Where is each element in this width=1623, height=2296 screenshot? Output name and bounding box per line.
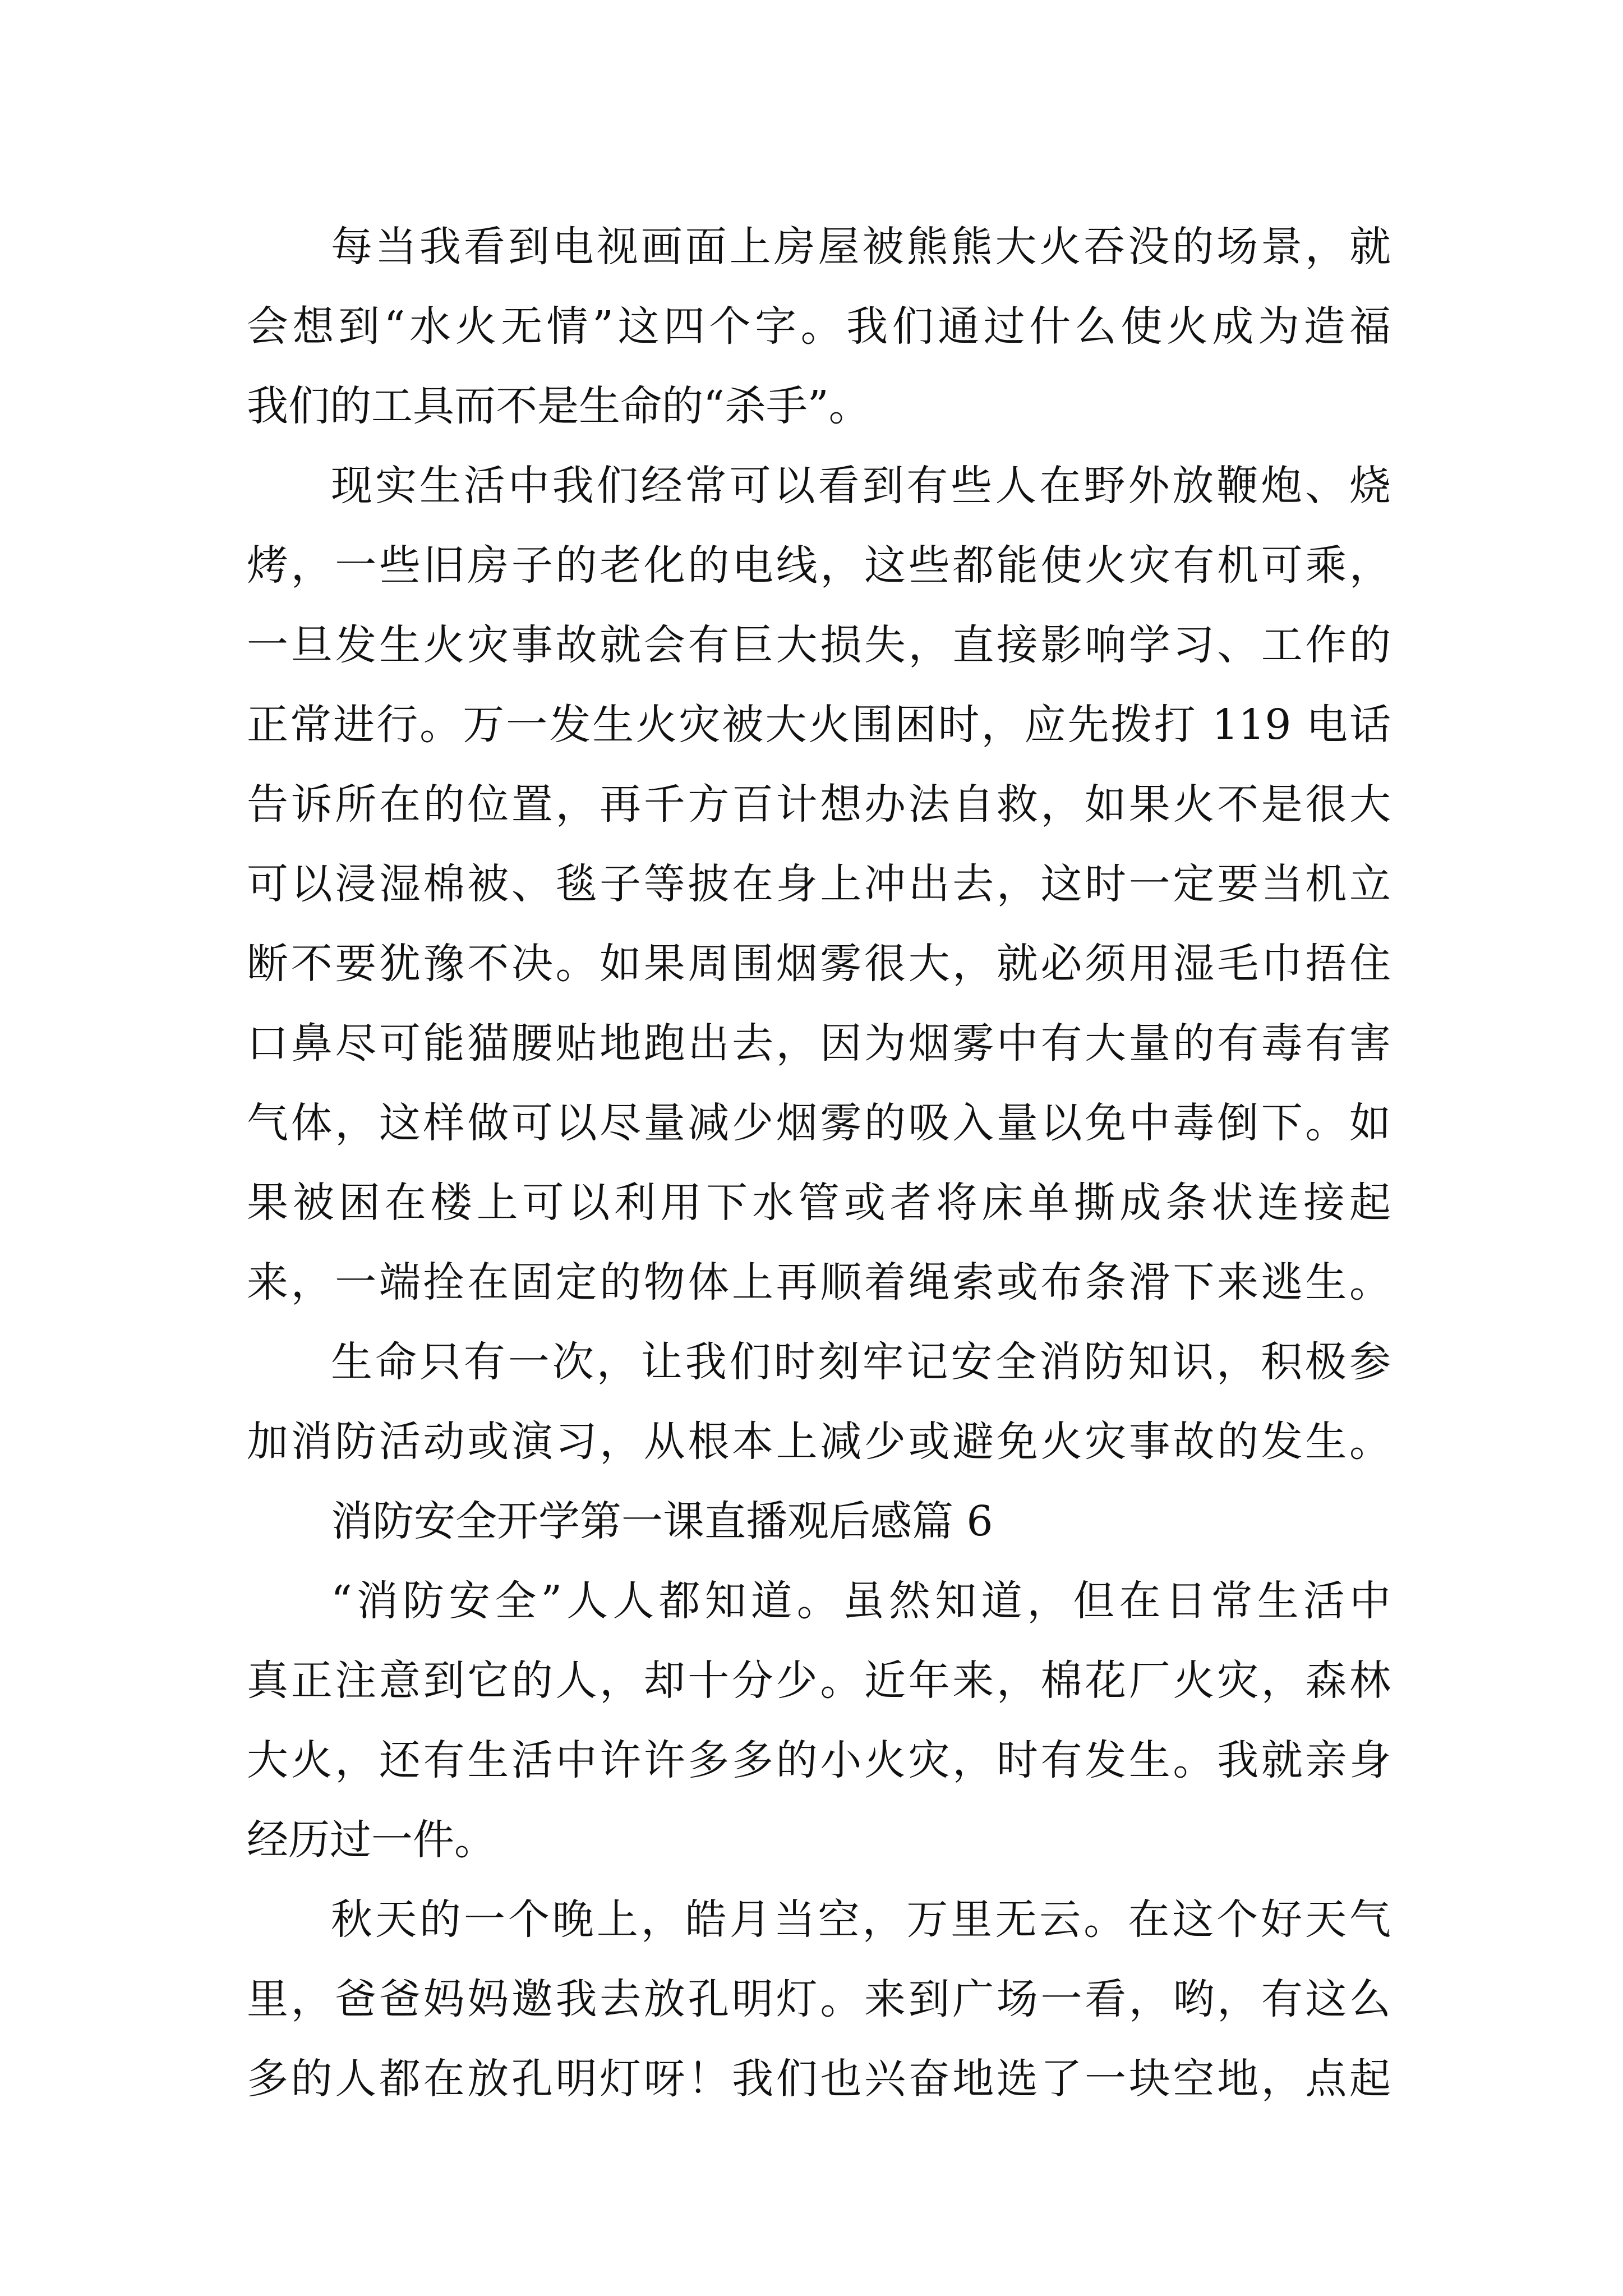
paragraph-line: 断不要犹豫不决。如果周围烟雾很大，就必须用湿毛巾捂住 xyxy=(247,940,1391,988)
paragraph-line: 每当我看到电视画面上房屋被熊熊大火吞没的场景，就 xyxy=(331,223,1391,271)
paragraph-line: 来，一端拴在固定的物体上再顺着绳索或布条滑下来逃生。 xyxy=(247,1258,1391,1306)
paragraph-line: 大火，还有生活中许许多多的小火灾，时有发生。我就亲身 xyxy=(247,1736,1391,1784)
paragraph-line: 里，爸爸妈妈邀我去放孔明灯。来到广场一看，哟，有这么 xyxy=(247,1975,1391,2023)
paragraph-line: 烤，一些旧房子的老化的电线，这些都能使火灾有机可乘， xyxy=(247,541,1391,590)
paragraph-line: 正常进行。万一发生火灾被大火围困时，应先拨打 119 电话 xyxy=(247,701,1391,749)
paragraph-line: 秋天的一个晚上，皓月当空，万里无云。在这个好天气 xyxy=(331,1895,1391,1944)
paragraph-line: 可以浸湿棉被、毯子等披在身上冲出去，这时一定要当机立 xyxy=(247,860,1391,908)
paragraph-line: 一旦发生火灾事故就会有巨大损失，直接影响学习、工作的 xyxy=(247,621,1391,669)
paragraph-line: 告诉所在的位置，再千方百计想办法自救，如果火不是很大 xyxy=(247,780,1391,829)
paragraph-line: 多的人都在放孔明灯呀！我们也兴奋地选了一块空地，点起 xyxy=(247,2055,1391,2103)
paragraph-line: 口鼻尽可能猫腰贴地跑出去，因为烟雾中有大量的有毒有害 xyxy=(247,1019,1391,1068)
paragraph-line: 生命只有一次，让我们时刻牢记安全消防知识，积极参 xyxy=(331,1338,1391,1386)
paragraph-line: 会想到“水火无情”这四个字。我们通过什么使火成为造福 xyxy=(247,302,1391,351)
section-heading: 消防安全开学第一课直播观后感篇 6 xyxy=(331,1497,993,1545)
paragraph-line: 真正注意到它的人，却十分少。近年来，棉花厂火灾，森林 xyxy=(247,1657,1391,1705)
paragraph-line: 气体，这样做可以尽量减少烟雾的吸入量以免中毒倒下。如 xyxy=(247,1099,1391,1147)
paragraph-line: “消防安全”人人都知道。虽然知道，但在日常生活中 xyxy=(331,1577,1391,1625)
paragraph-line: 果被困在楼上可以利用下水管或者将床单撕成条状连接起 xyxy=(247,1179,1391,1227)
paragraph-line: 我们的工具而不是生命的“杀手”。 xyxy=(247,382,870,430)
paragraph-line: 经历过一件。 xyxy=(247,1816,496,1864)
paragraph-line: 现实生活中我们经常可以看到有些人在野外放鞭炮、烧 xyxy=(331,462,1391,510)
paragraph-line: 加消防活动或演习，从根本上减少或避免火灾事故的发生。 xyxy=(247,1418,1391,1466)
